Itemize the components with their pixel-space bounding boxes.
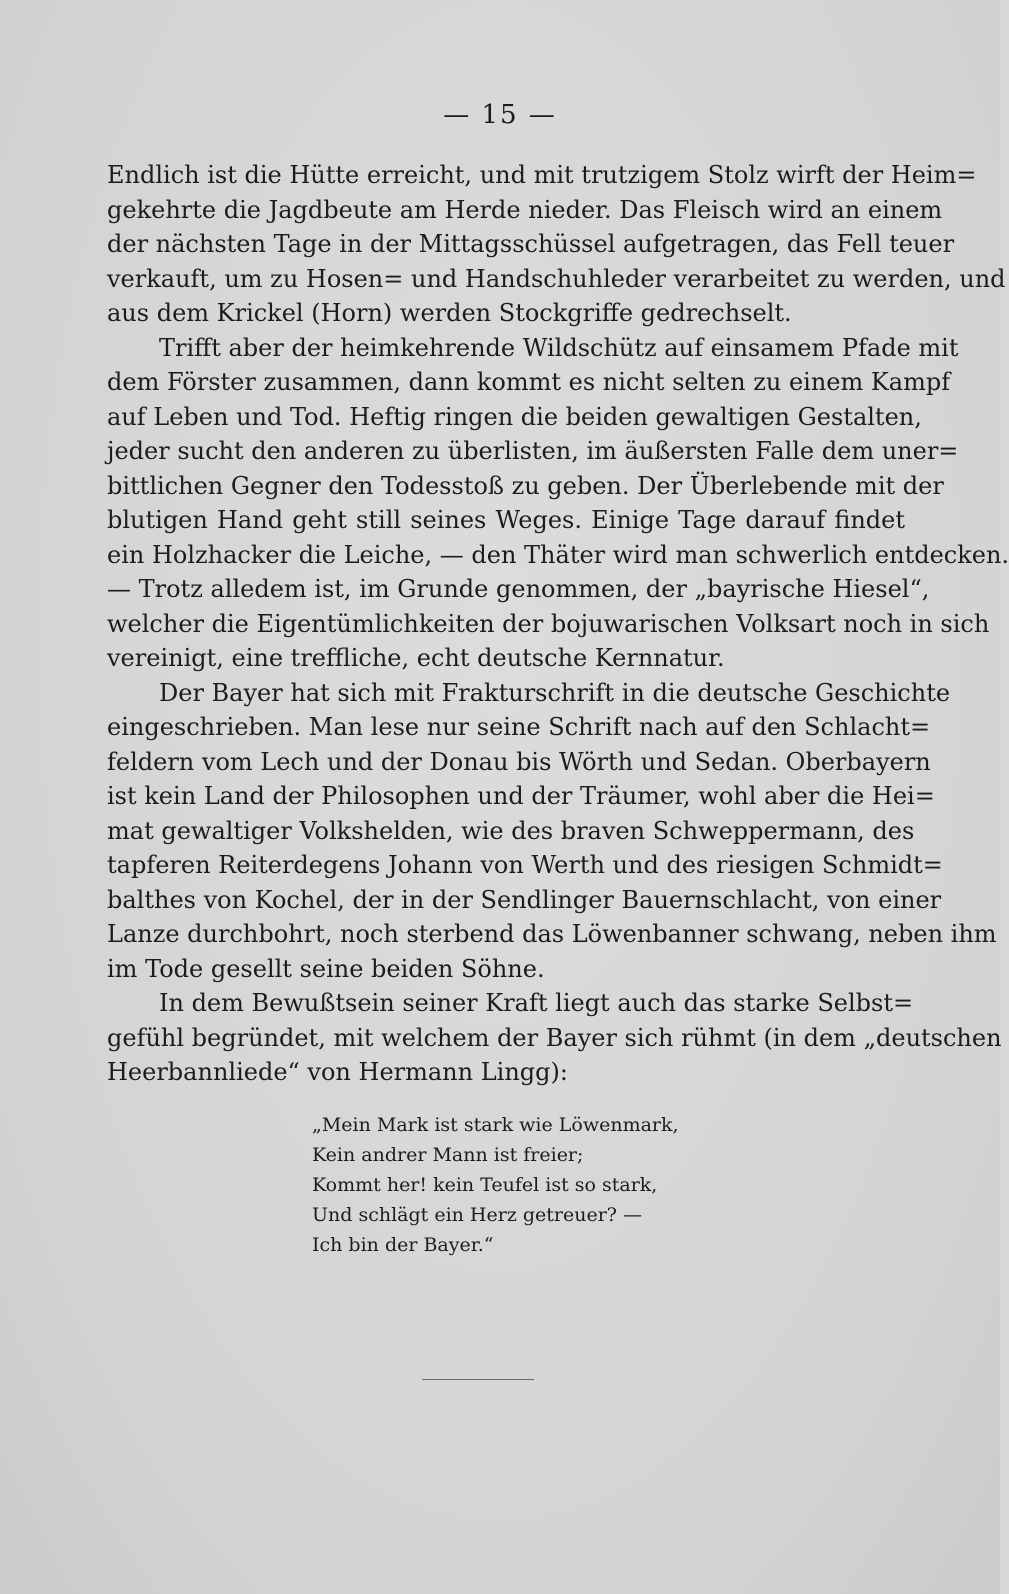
text-line: eingeschrieben. Man lese nur seine Schrift nach auf den Schlacht= [107,713,931,741]
text-line: blutigen Hand geht still seines Weges. Einige Tage darauf findet [107,506,905,534]
poem-quote [312,1110,679,1260]
poem-line: Kommt her! kein Teufel ist so stark, [312,1174,658,1196]
poem-line: Kein andrer Mann ist freier; [312,1144,584,1166]
body-text [107,158,1009,1090]
text-line: auf Leben und Tod. Heftig ringen die beiden gewaltigen Gestalten, [107,402,922,431]
text-line: ein Holzhacker die Leiche, — den Thäter wird man schwerlich entdecken. [107,540,1009,569]
text-line: feldern vom Lech und der Donau bis Wörth und Sedan. Oberbayern [107,747,931,776]
text-line: gefühl begründet, mit welchem der Bayer sich rühmt (in dem „deutschen [107,1023,1002,1052]
text-line: aus dem Krickel (Horn) werden Stockgriffe gedrechselt. [107,299,792,327]
poem-line: „Mein Mark ist stark wie Löwenmark, [312,1114,679,1136]
text-line: vereinigt, eine treffliche, echt deutsche Kernnatur. [107,644,725,672]
text-line: — Trotz alledem ist, im Grunde genommen, der „bayrische Hiesel“, [107,575,930,603]
text-line: Endlich ist die Hütte erreicht, und mit trutzigem Stolz wirft der Heim= [107,161,977,189]
text-line: der nächsten Tage in der Mittagsschüssel aufgetragen, das Fell teuer [107,230,955,258]
text-line: welcher die Eigentümlichkeiten der bojuwarischen Volksart noch in sich [107,609,990,638]
text-line: Lanze durchbohrt, noch sterbend das Löwenbanner schwang, neben ihm [107,920,997,948]
text-line: balthes von Kochel, der in der Sendlinger Bauernschlacht, von einer [107,885,942,914]
text-line: gekehrte die Jagdbeute am Herde nieder. Das Fleisch wird an einem [107,195,943,224]
text-line: jeder sucht den anderen zu überlisten, im äußersten Falle dem uner= [107,437,959,465]
text-line: bittlichen Gegner den Todesstoß zu geben. Der Überlebende mit der [107,471,944,500]
text-line: Heerbannliede“ von Hermann Lingg): [107,1058,568,1086]
text-line: Der Bayer hat sich mit Frakturschrift in die deutsche Geschichte [159,678,951,707]
text-line: tapferen Reiterdegens Johann von Werth und des riesigen Schmidt= [107,851,943,879]
text-line: im Tode gesellt seine beiden Söhne. [107,954,545,983]
text-line: dem Förster zusammen, dann kommt es nicht selten zu einem Kampf [107,368,951,396]
poem-line: Ich bin der Bayer.“ [312,1234,494,1256]
text-line: verkauft, um zu Hosen= und Handschuhleder verarbeitet zu werden, und [107,264,1006,293]
text-line: Trifft aber der heimkehrende Wildschütz auf einsamem Pfade mit [159,333,959,362]
end-rule [422,1379,534,1380]
text-line: mat gewaltiger Volkshelden, wie des braven Schweppermann, des [107,816,915,845]
text-line: ist kein Land der Philosophen und der Träumer, wohl aber die Hei= [107,782,935,810]
page-number: — 15 — [443,100,557,130]
text-line: In dem Bewußtsein seiner Kraft liegt auch das starke Selbst= [159,989,914,1017]
poem-line: Und schlägt ein Herz getreuer? — [312,1204,643,1226]
